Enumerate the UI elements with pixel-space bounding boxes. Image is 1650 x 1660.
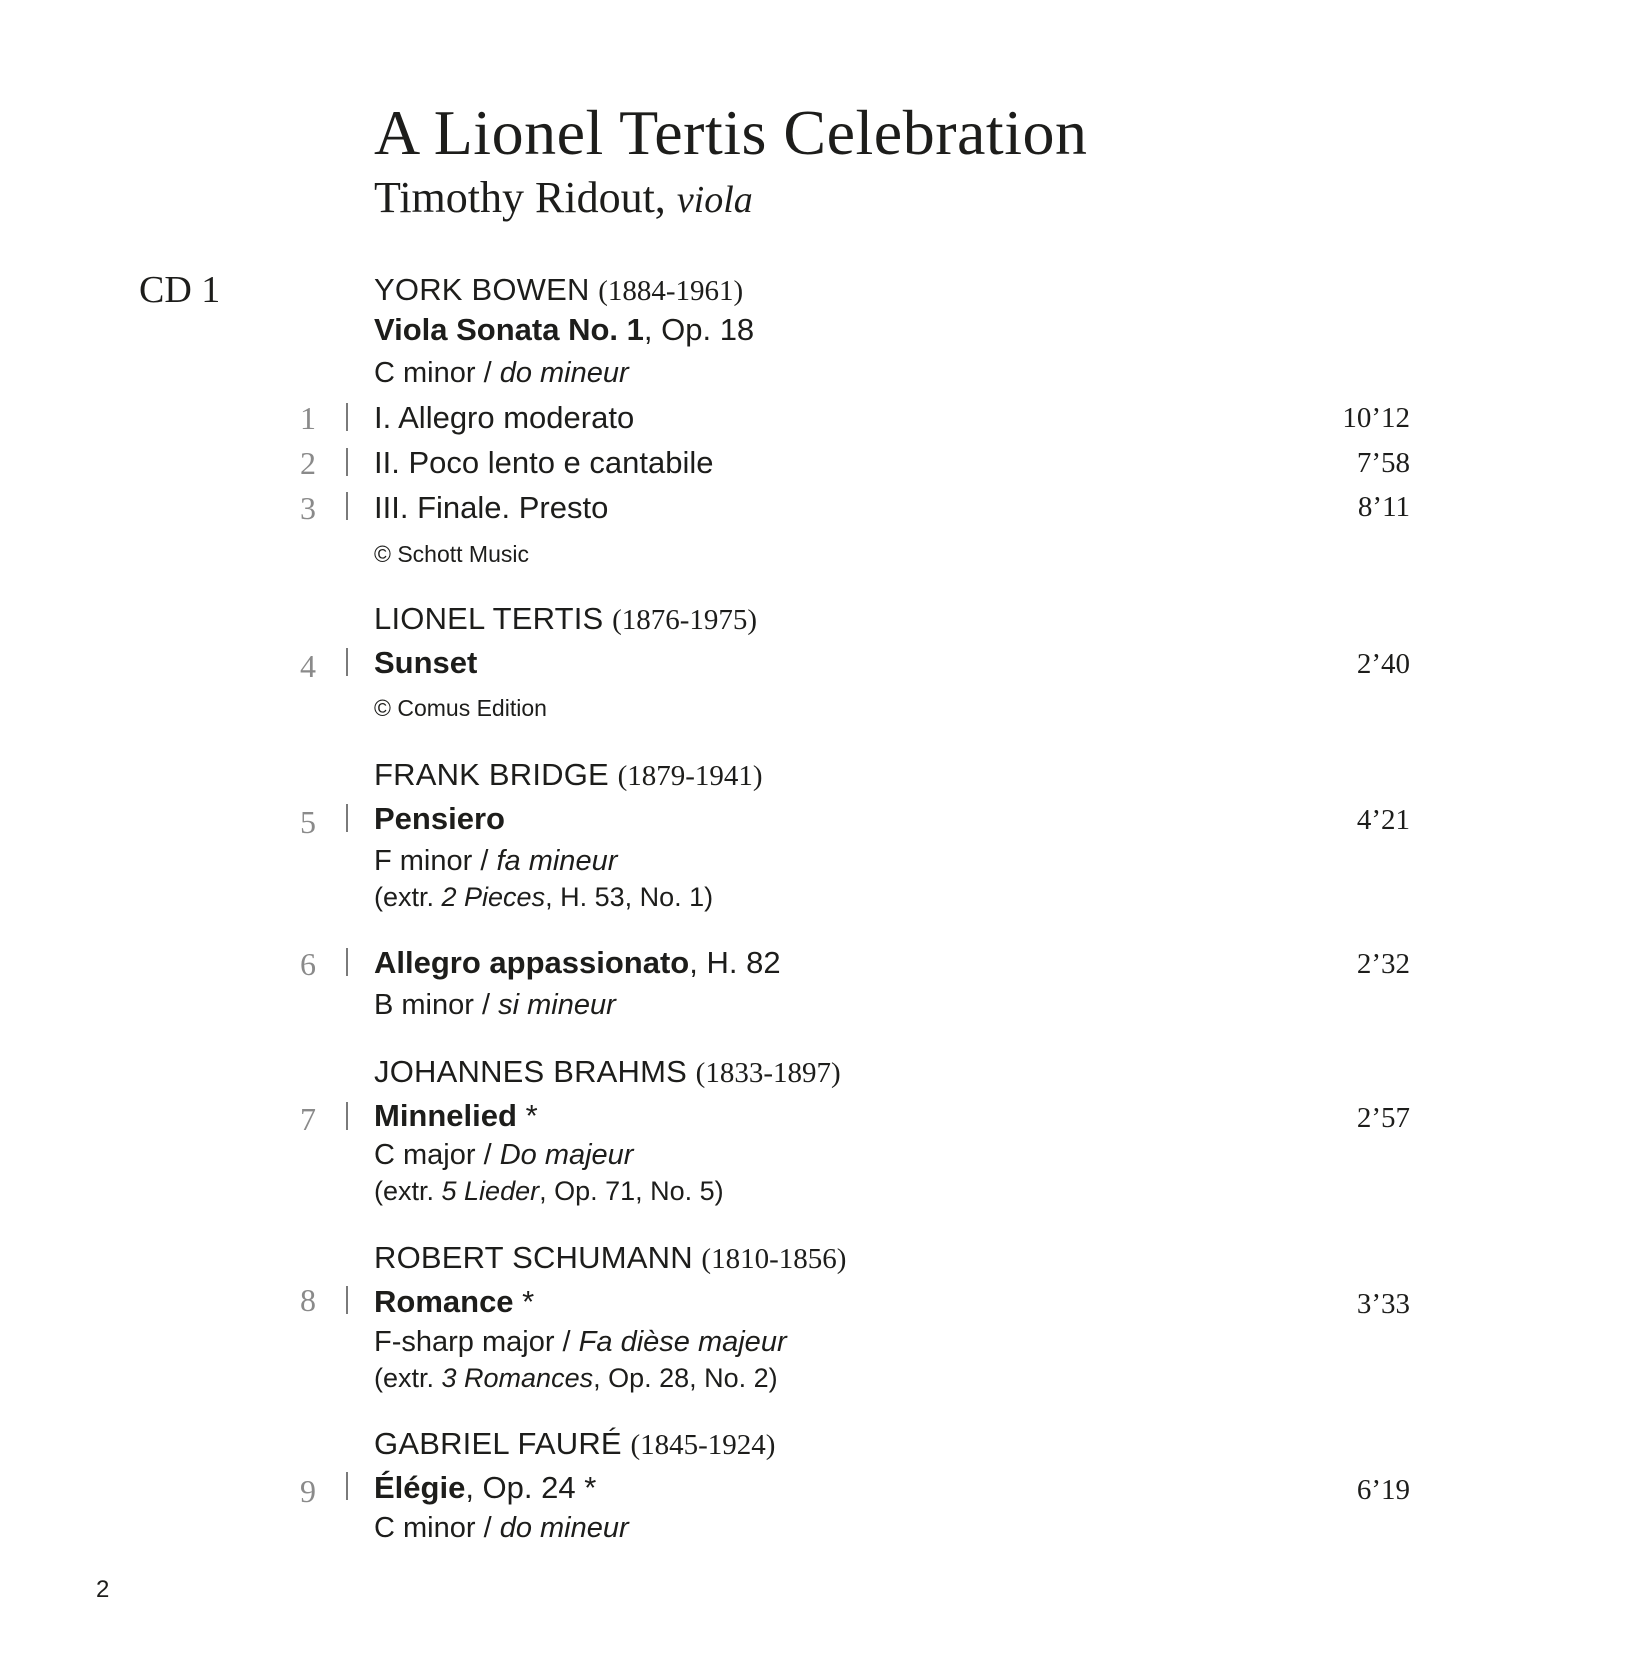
page-number: 2 <box>96 1576 110 1603</box>
work-key <box>374 845 617 878</box>
composer-years: (1879-1941) <box>617 760 763 792</box>
work-title: Viola Sonata No. 1 <box>374 312 644 347</box>
composer-name: LIONEL TERTIS <box>374 601 604 636</box>
album-title: A Lionel Tertis Celebration <box>374 97 1088 168</box>
composer-years: (1845-1924) <box>630 1429 776 1461</box>
composer-years: (1833-1897) <box>695 1057 841 1089</box>
track-separator <box>346 1102 348 1130</box>
key-english: F minor / <box>374 845 497 877</box>
track-title: Allegro appassionato <box>374 945 690 980</box>
key-english: C major / <box>374 1139 500 1171</box>
track-separator <box>346 492 348 520</box>
track-duration: 2’40 <box>1356 648 1410 680</box>
track-separator <box>346 948 348 976</box>
composer-heading-brahms <box>374 1054 841 1090</box>
track-duration: 6’19 <box>1356 1474 1410 1506</box>
track-title: Élégie <box>374 1470 466 1505</box>
track-number: 3 <box>300 490 316 526</box>
track-separator <box>346 448 348 476</box>
composer-name: GABRIEL FAURÉ <box>374 1426 622 1461</box>
composer-years: (1884-1961) <box>598 275 744 307</box>
cd-label: CD 1 <box>139 269 221 311</box>
key-french: fa mineur <box>496 845 618 877</box>
track-separator <box>346 403 348 431</box>
track-title-suffix: * <box>516 1098 538 1133</box>
composer-name: YORK BOWEN <box>374 272 590 307</box>
source-prefix: (extr. <box>374 882 442 912</box>
track-title-line <box>374 1098 538 1134</box>
work-key <box>374 1326 787 1359</box>
work-source <box>374 882 713 913</box>
track-title: Pensiero <box>374 801 505 836</box>
key-english: F-sharp major / <box>374 1326 579 1358</box>
composer-heading-bridge <box>374 757 763 793</box>
track-title: Sunset <box>374 645 478 680</box>
source-title: 2 Pieces <box>441 882 546 912</box>
composer-name: FRANK BRIDGE <box>374 757 609 792</box>
work-source <box>374 1363 778 1394</box>
track-number: 8 <box>300 1282 316 1318</box>
work-key-bowen <box>374 357 629 390</box>
track-title: Minnelied <box>374 1098 517 1133</box>
track-duration: 7’58 <box>1356 447 1410 479</box>
performer-line <box>374 172 753 223</box>
key-english: C minor / <box>374 357 500 389</box>
source-title: 5 Lieder <box>441 1176 540 1206</box>
key-french: Do majeur <box>499 1139 634 1171</box>
composer-heading-faure <box>374 1426 775 1462</box>
track-title: I. Allegro moderato <box>374 400 635 435</box>
track-separator <box>346 804 348 832</box>
source-suffix: , Op. 28, No. 2) <box>593 1363 778 1393</box>
track-number: 6 <box>300 946 316 982</box>
key-french: do mineur <box>499 357 629 389</box>
work-title-bowen-sonata <box>374 312 754 348</box>
track-number: 4 <box>300 648 316 684</box>
track-number: 5 <box>300 804 316 840</box>
work-key <box>374 1139 633 1172</box>
source-suffix: , Op. 71, No. 5) <box>539 1176 724 1206</box>
key-french: Fa dièse majeur <box>578 1326 787 1358</box>
track-number: 7 <box>300 1101 316 1137</box>
source-prefix: (extr. <box>374 1363 442 1393</box>
track-separator <box>346 1286 348 1314</box>
composer-heading-bowen <box>374 272 743 308</box>
composer-years: (1876-1975) <box>612 604 758 636</box>
track-title-line <box>374 1284 534 1320</box>
copyright-note: © Schott Music <box>374 541 529 567</box>
track-duration: 8’11 <box>1357 491 1410 523</box>
track-title-suffix: , Op. 24 * <box>465 1470 597 1505</box>
composer-years: (1810-1856) <box>701 1243 847 1275</box>
source-prefix: (extr. <box>374 1176 442 1206</box>
track-duration: 2’57 <box>1356 1102 1410 1134</box>
work-key <box>374 1512 629 1545</box>
key-english: C minor / <box>374 1512 500 1544</box>
source-suffix: , H. 53, No. 1) <box>545 882 714 912</box>
composer-name: JOHANNES BRAHMS <box>374 1054 688 1089</box>
track-title-suffix: * <box>513 1284 535 1319</box>
performer-instrument: viola <box>676 179 753 221</box>
work-key <box>374 989 616 1022</box>
track-duration: 10’12 <box>1342 402 1410 434</box>
performer-name: Timothy Ridout, <box>374 173 666 222</box>
track-number: 1 <box>300 400 316 436</box>
key-french: si mineur <box>498 989 616 1021</box>
composer-heading-tertis <box>374 601 757 637</box>
track-title-suffix: , H. 82 <box>689 945 781 980</box>
composer-name: ROBERT SCHUMANN <box>374 1240 693 1275</box>
track-separator <box>346 648 348 676</box>
track-title: II. Poco lento e cantabile <box>374 445 714 480</box>
key-english: B minor / <box>374 989 499 1021</box>
track-title: Romance <box>374 1284 514 1319</box>
track-title-line <box>374 1470 596 1506</box>
work-opus: , Op. 18 <box>643 312 755 347</box>
track-number: 2 <box>300 445 316 481</box>
track-title-line <box>374 945 781 981</box>
track-duration: 2’32 <box>1356 948 1410 980</box>
track-number: 9 <box>300 1473 316 1509</box>
composer-heading-schumann <box>374 1240 846 1276</box>
key-french: do mineur <box>499 1512 629 1544</box>
track-duration: 3’33 <box>1356 1288 1410 1320</box>
track-title: III. Finale. Presto <box>374 490 609 525</box>
track-separator <box>346 1472 348 1500</box>
source-title: 3 Romances <box>441 1363 594 1393</box>
work-source <box>374 1176 724 1207</box>
track-duration: 4’21 <box>1356 804 1410 836</box>
copyright-note: © Comus Edition <box>374 695 547 721</box>
